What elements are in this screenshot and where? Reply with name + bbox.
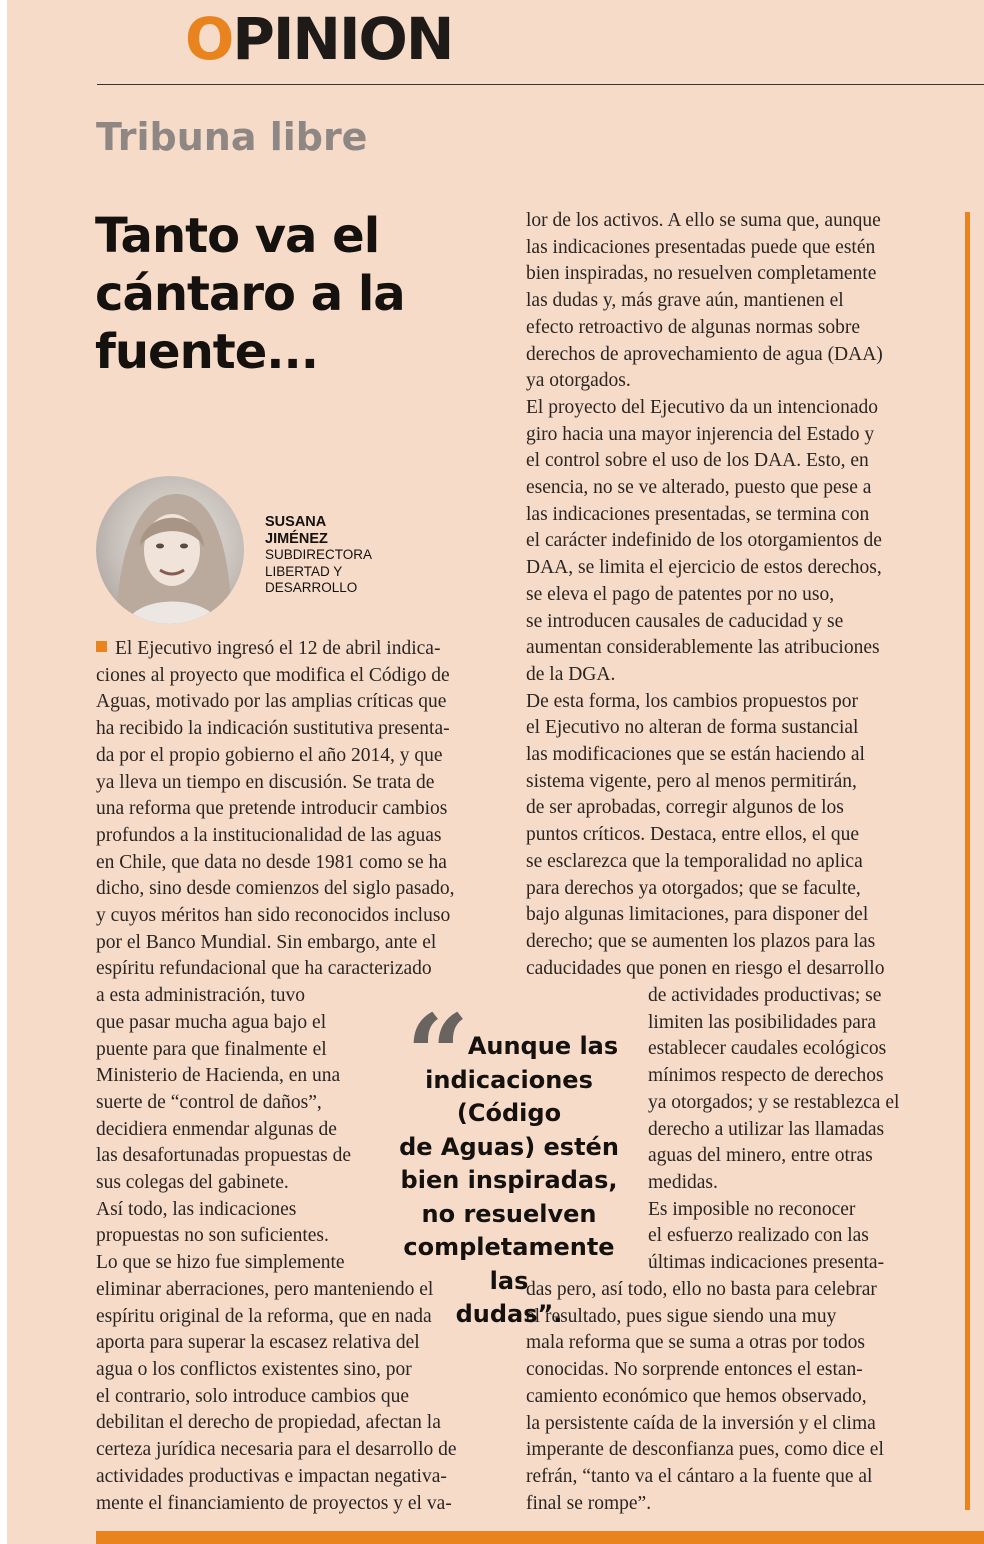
section-header [185, 5, 453, 73]
article-body-left: El Ejecutivo ingresó el 12 de abril indica- ciones al proyecto que modifica el Código de Aguas, motivado por las amplias críticas que ha recibido la indicación sustitutiva presenta- da por el propio gobierno el año 2014, y que ya lleva un tiempo en discusión. Se trata de una reforma que pretende introducir cambios profundos a la institucionalidad de las aguas en Chile, que data no desde 1981 como se ha dicho, sino desde comienzos del siglo pasado, y cuyos méritos han sido reconocidos incluso por el Banco Mundial. Sin embargo, ante el espíritu refundacional que ha caracterizado a esta administración, tuvo que pasar mucha agua bajo el puente para que finalmente el Ministerio de Hacienda, en una suerte de “control de daños”, decidiera enmendar algunas de las desafortunadas propuestas de sus colegas del gabinete. Así todo, las indicaciones propuestas no son suficientes. Lo que se hizo fue simplemente eliminar aberraciones, pero manteniendo el espíritu original de la reforma, que en nada aporta para superar la escasez relativa del agua o los conflictos existentes sino, por el contrario, solo introduce cambios que debilitan el derecho de propiedad, afectan la certeza jurídica necesaria para el desarrollo de actividades productivas e impactan negativa- mente el financiamiento de proyectos y el va- [96, 638, 457, 1514]
article-headline: Tanto va el cántaro a la fuente... [95, 208, 405, 380]
author-byline [265, 514, 445, 597]
article-column-right-mid: de actividades productivas; se limiten las posibilidades para establecer caudales ecológicos mínimos respecto de derechos ya otorgados; y se restablezca el derecho a utilizar las llamadas aguas del minero, entre otras medidas. Es imposible no reconocer el esfuerzo realizado con las últimas indicaciones presenta- [648, 985, 900, 1274]
author-role: SUBDIRECTORA LIBERTAD Y DESARROLLO [265, 547, 373, 595]
accent-rule-bottom [96, 1531, 984, 1544]
section-header-rest: PINION [232, 5, 453, 73]
pull-quote-text: indicaciones (Código de Aguas) estén bien inspiradas, no resuelven completamente las dudas”. [399, 1065, 619, 1328]
author-portrait-icon [96, 476, 244, 624]
pull-quote-first-line: Aunque las [467, 1032, 619, 1060]
pull-quote [382, 1030, 636, 1332]
page-edge [0, 0, 7, 1544]
lead-bullet-icon [96, 641, 107, 652]
article-column-right-top: lor de los activos. A ello se suma que, aunque las indicaciones presentadas puede que estén bien inspiradas, no resuelven completamente las dudas y, más grave aún, mantienen el efecto retroactivo de algunas normas sobre derechos de aprovechamiento de agua (DAA) ya otorgados. El proyecto del Ejecutivo da un intencionado giro hacia una mayor injerencia del Estado y el control sobre el uso de los DAA. Esto, en esencia, no se ve alterado, puesto que pese a las indicaciones presentadas, se termina con el carácter indefinido de los otorgamientos de DAA, se limita el ejercicio de estos derechos, se eleva el pago de patentes por no uso, se introducen causales de caducidad y se aumentan considerablemente las atribuciones de la DGA. De esta forma, los cambios propuestos por el Ejecutivo no alteran de forma sustancial las modificaciones que se están haciendo al sistema vigente, pero al menos permitirán, de ser aprobadas, corregir algunos de los puntos críticos. Destaca, entre ellos, el que se esclarezca que la temporalidad no aplica para derechos ya otorgados; que se faculte, bajo algunas limitaciones, para disponer del derecho; que se aumenten los plazos para las caducidades que ponen en riesgo el desarrollo [526, 210, 885, 979]
section-kicker: Tribuna libre [96, 115, 368, 159]
author-avatar [96, 476, 244, 624]
quote-mark-icon: “ [406, 990, 470, 1119]
header-divider [97, 84, 984, 85]
article-column-right-bottom: das pero, así todo, ello no basta para celebrar el resultado, pues sigue siendo una muy mala reforma que se suma a otras por todos conocidas. No sorprende entonces el estan- camiento económico que hemos observado, la persistente caída de la inversión y el clima imperante de desconfianza pues, como dice el refrán, “tanto va el cántaro a la fuente que al final se rompe”. [526, 1279, 884, 1514]
section-header-accent-letter: O [185, 5, 233, 73]
author-name: SUSANA JIMÉNEZ [265, 514, 328, 547]
accent-rule-vertical [965, 212, 970, 1510]
